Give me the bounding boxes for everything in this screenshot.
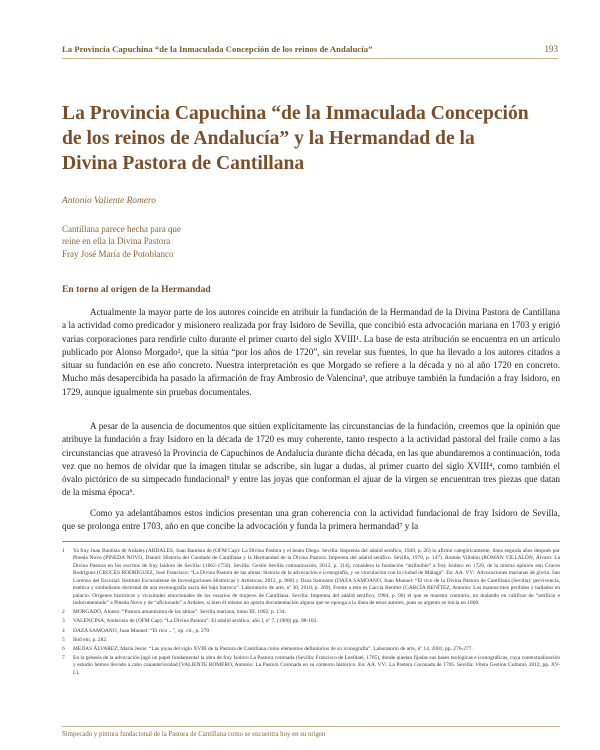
article-title: La Provincia Capuchina “de la Inmaculada Concepción de los reinos de Andalucía” y la Hermandad de la Divina Pastora de Cantillana xyxy=(62,103,529,174)
footnote-divider xyxy=(62,541,560,542)
footnote-number: 6 xyxy=(62,645,65,652)
footnote-text: VALENCINA, Ambrosio de (OFM Cap): “La Divina Pastora”. El adalid seráfico, año I, nº 7, (1900) pp. 98-103. xyxy=(73,618,318,625)
epigraph-attribution: Fray José María de Potoblanco xyxy=(62,248,174,259)
footnote-text: MEJÍAS ÁLVAREZ, María Jesús: “Las joyas del siglo XVIII de la Pastora de Cantillana como elementos definitorios de su iconografía”. Laboratorio de arte, nº 14, 2001, pp. 276-277. xyxy=(73,645,473,652)
footnote-text: MORGADO, Alonso: “Pastora amantísima de las almas”. Sevilla mariana, tomo III, 1882, p. 134. xyxy=(73,609,286,616)
footer-divider xyxy=(62,726,560,727)
footnote-number: 4 xyxy=(62,627,65,634)
section-heading: En torno al origen de la Hermandad xyxy=(62,284,211,295)
footnote xyxy=(62,655,560,677)
author-name: Antonio Valiente Romero xyxy=(62,196,156,206)
footnote-number: 2 xyxy=(62,609,65,616)
footnote-text: Ibid em, p. 282. xyxy=(73,636,108,643)
body-paragraph: A pesar de la ausencia de documentos que sitúen explícitamente las circunstancias de la fundación, creemos que la opinión que atribuye la fundación a fray Isidoro en la década de 1720 es muy coherente, tanto respecto a la actividad pastoral del fraile como a las circunstancias que atravesó la Provincia de Capuchinos de Andalucía durante dicha década, en las que abundaremos a continuación, toda vez que no hemos de olvidar que la imagen titular se adscribe, sin lugar a dudas, al primer cuarto del siglo XVIII⁴, como también el óvalo pictórico de su simpecado fundacional⁵ y entre las joyas que conforman el ajuar de la virgen se encuentran tres piezas que datan de la misma época⁶. xyxy=(62,421,560,498)
footnote-number: 7 xyxy=(62,655,65,662)
epigraph-line: Cantillana parece hecha para que xyxy=(62,224,181,234)
body-paragraph: Actualmente la mayor parte de los autores coincide en atribuir la fundación de la Hermandad de la Divina Pastora de Cantillana a la actividad como predicador y misionero realizada por fray Isidoro de Sevilla, que concibió esta advocación mariana en 1703 y erigió varias corporaciones para rendirle culto durante el primer cuarto del siglo XVIII¹. La base de esta atribución se encuentra en un artículo publicado por Alonso Morgado², que la sitúa “por los años de 1720”, sin revelar sus fuentes, lo que ha llevado a los autores citados a situar su fundación en ese año concreto. Nuestra interpretación es que Morgado se refiere a la década y no al año 1720 en concreto. Mucho más desapercibida ha pasado la afirmación de fray Ambrosio de Valencina³, que atribuye también la fundación a fray Isidoro, en 1729, aunque igualmente sin pruebas documentales. xyxy=(62,307,560,397)
running-head: La Provincia Capuchina “de la Inmaculada Concepción de los reinos de Andalucía” xyxy=(62,44,373,54)
body-paragraph: Como ya adelantábamos estos indicios presentan una gran coherencia con la actividad fundacional de fray Isidoro de Sevilla, que se prolonga entre 1703, año en que concibe la advocación y funda la primera hermandad⁷ y la xyxy=(62,508,560,532)
footnotes xyxy=(62,548,560,679)
footnote xyxy=(62,548,560,608)
page-number: 193 xyxy=(544,44,558,54)
footnote xyxy=(62,618,560,625)
epigraph-line: reine en ella la Divina Pastora xyxy=(62,236,171,247)
epigraph xyxy=(62,223,181,260)
footnote-number: 5 xyxy=(62,636,65,643)
footnote xyxy=(62,609,560,616)
footnote xyxy=(62,628,560,635)
footnote-text: En la génesis de la advocación jugó un papel fundamental la obra de fray Isidoro La Pastora coronada (Sevilla: Francisco de Leefdael, 1705), donde quedan fijadas sus bases teológicas e iconográficas, cuya contextualización y estudio hemos llevado a cabo conanterioridad (VALIENTE ROMERO, Antonio: La Pastora Coronada en su contexto histórico. En: AA. VV.: La Pastora Coronada de 1705. Sevilla: Vitela Gestión Cultural, 2012, pp. XV-L). xyxy=(73,655,560,676)
header-divider xyxy=(62,58,558,59)
figure-caption-footer: Simpecado y pintura fundacional de la Pastora de Cantillana como se encuentra hoy en su origen xyxy=(62,731,326,738)
footnote xyxy=(62,637,560,644)
footnote-number: 3 xyxy=(62,618,65,625)
footnote-number: 1 xyxy=(62,548,65,554)
footnote xyxy=(62,646,560,653)
footnote-text: DAZA SAMOANO, Juan Manuel: “El rico ...”, op. cit., p. 270 xyxy=(73,627,210,634)
footnote-text: Ya fray Juan Bautista de Ardales (ARDALES, Juan Bautista de (OFM Cap): La Divina Pastora y el beato Diego. Sevilla: Imprenta del adalid seráfico, 1949, p. 26) lo afirmó categóricamente, línea seguida años después por Pineda Novo (PINEDA NOVO, Daniel: Historia del Condado de Cantillana y la Hermandad de la Divina Pastora. Imprenta del adalid seráfico. Sevilla, 1970, p. 147). Román Villalón (ROMÁN VILLALÓN, Álvaro: La Divina Pastora en los escritos de fray Isidoro de Sevilla: (1662-1750). Sevilla: Gestio Sevilla comunicación, 2012, p. 114), considera la fundación “atribuible” a fray Isidoro en 1720, de la misma opinión son Cruces Rodríguez (CRUCES RODRÍGUEZ, José Francisco: “La Divina Pastora de las almas: historia de la advocación e iconografía, y su vinculación con la ciudad de Málaga”. En: AA. VV.: Advocaciones marianas de gloria. San Lorenzo del Escorial: Instituto Escurialense de Investigaciones Históricas y Artísticas, 2012, p. 980) y Daza Samoano (DAZA SAMOANO, Juan Manuel: “El rico de la Divina Pastora de Cantillana (Sevilla): pervivencia, estética y simbolismo doctrinal de una escenografía sacra del bajo barroco”. Laboratorio de arte, nº 30, 2018, p. 269). Frente a esto es García Benítez (GARCÍA BENÍTEZ, Antonio: Los manuscritos perdidos y hallados en palacio. Orígenes históricos y vicisitudes emocionales de los rosarios de mujeres de Cantillana. Sevilla: Imprenta del adalid seráfico, 1984, p. 96) el que se muestra contrario, no dudando en calificar de “artificio e indocumentado” a Pineda Novo y de “aficionado” a Ardales, si bien él mismo no aporta documentación alguna que se oponga a la línea de estos autores, pues su argento se inicia en 1800. xyxy=(73,548,560,607)
